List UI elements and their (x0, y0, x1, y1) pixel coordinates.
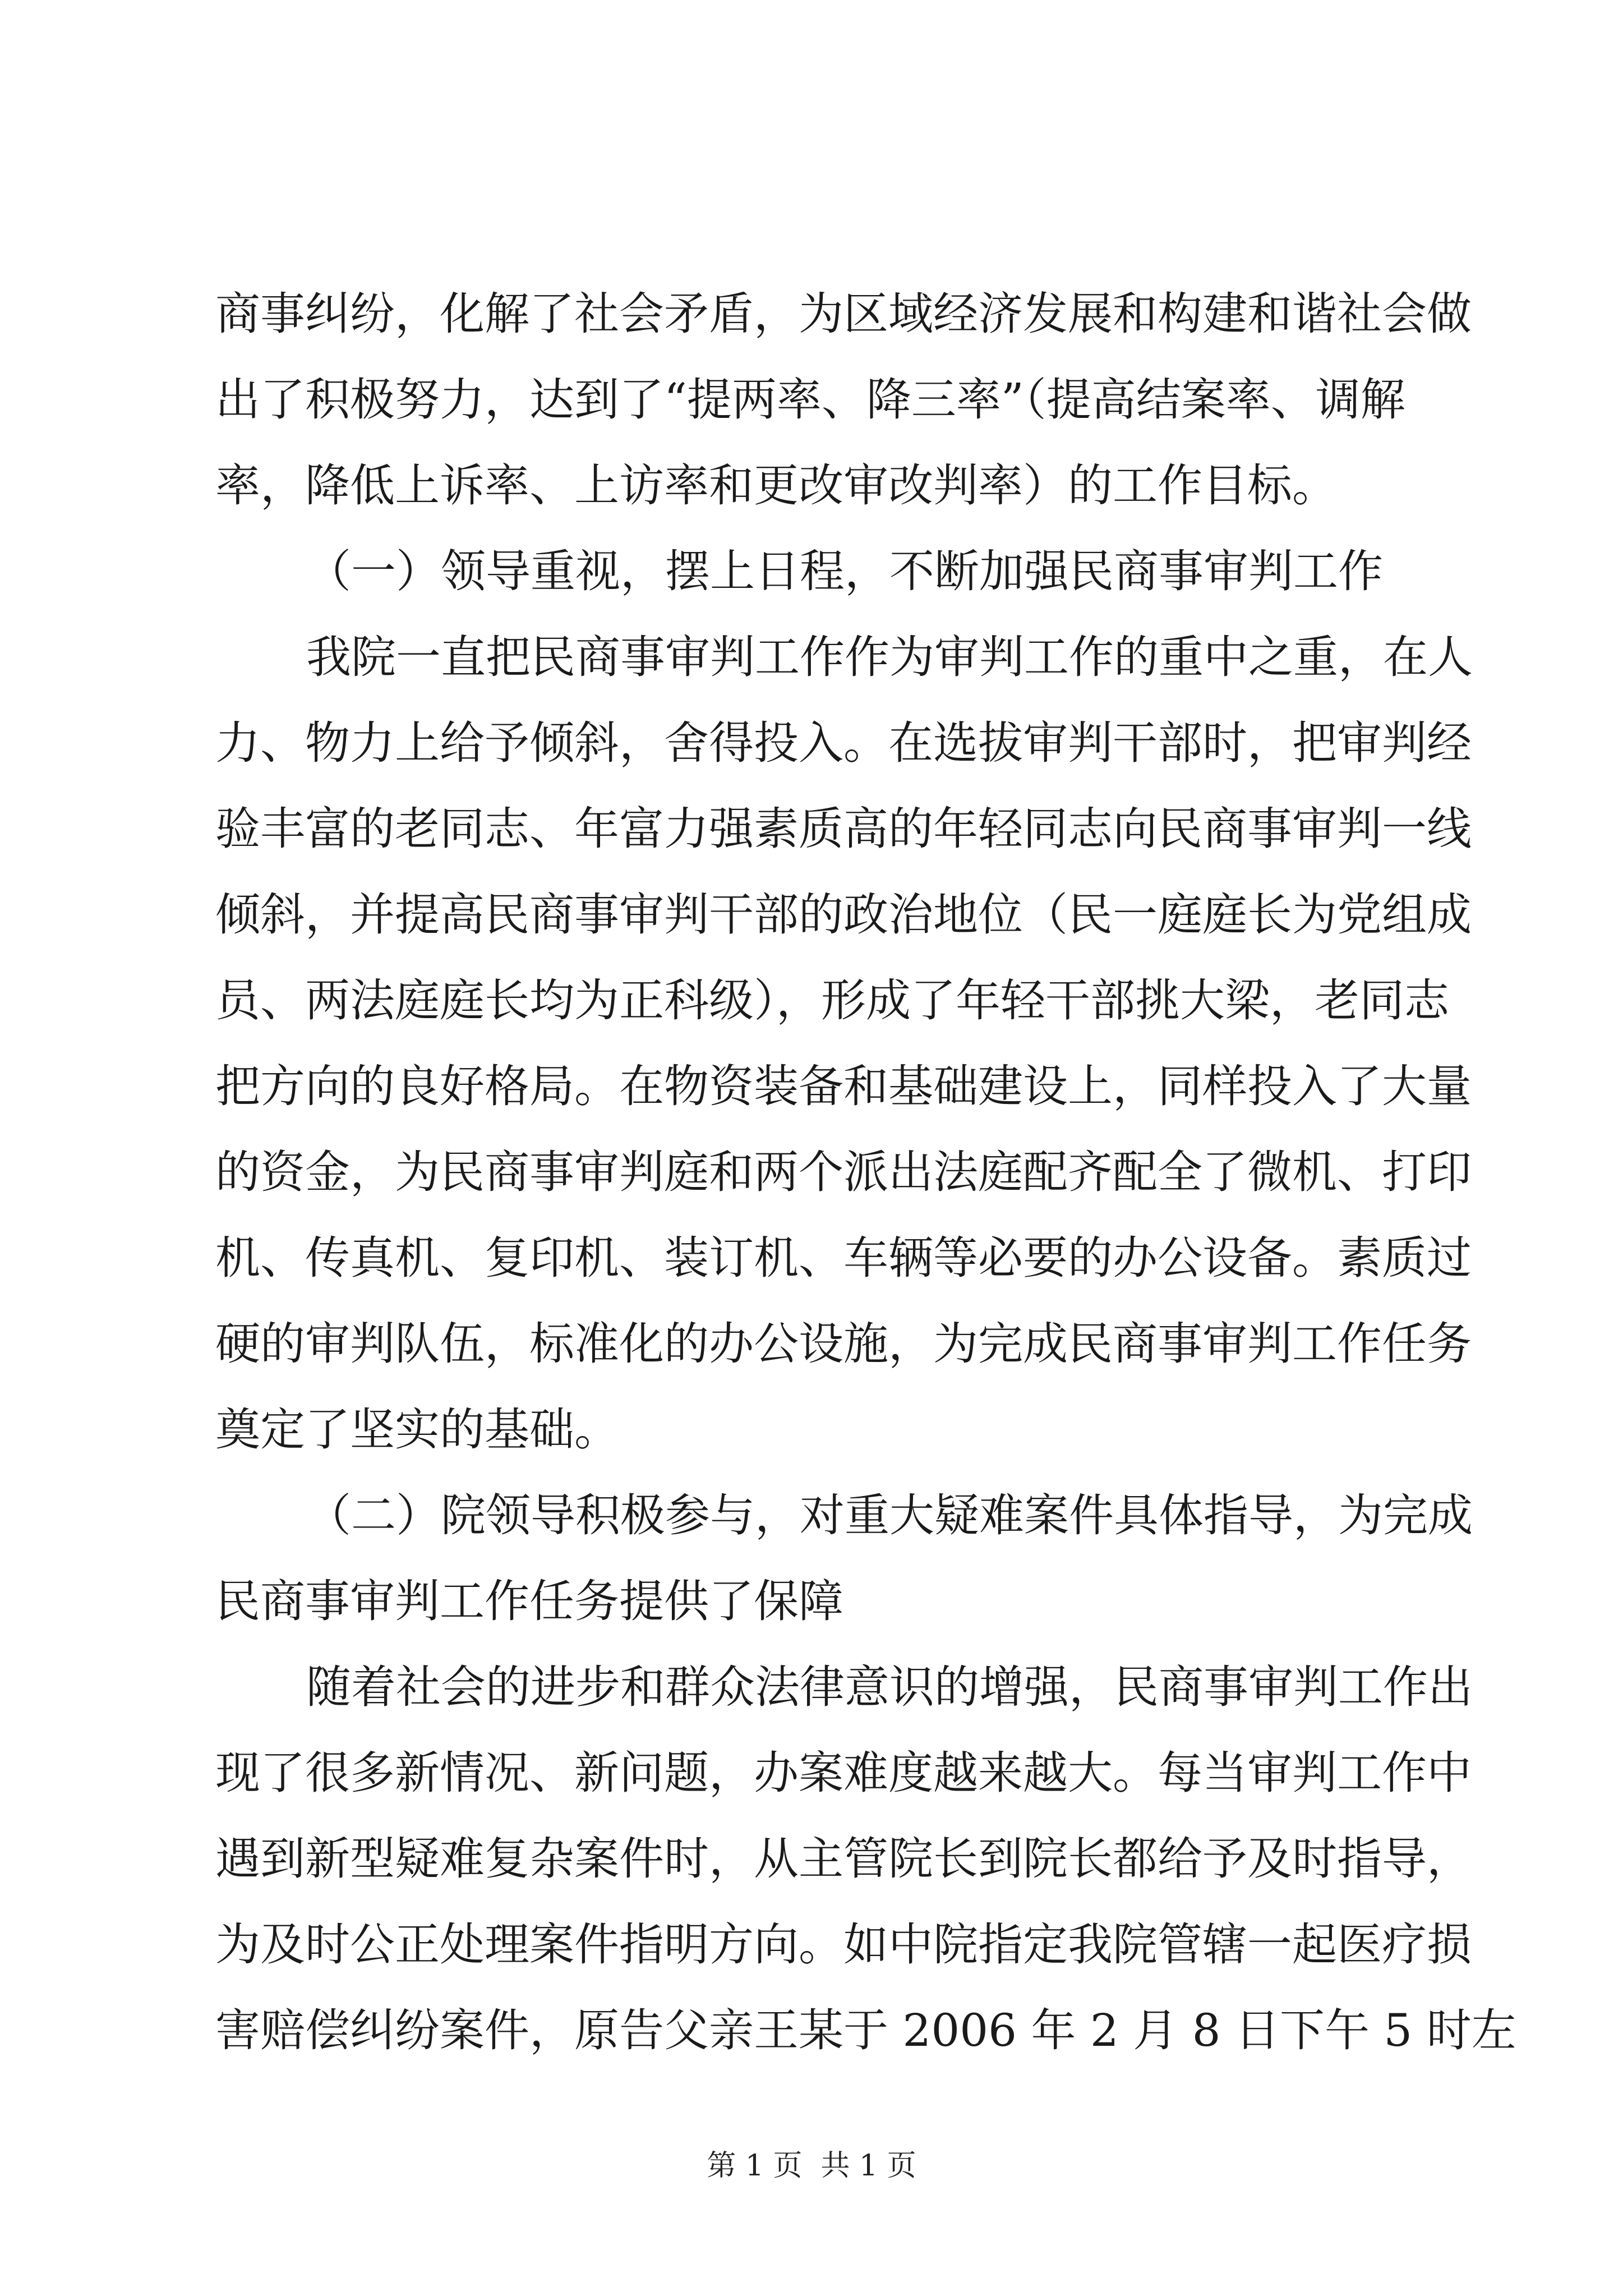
text-line: 随着社会的进步和群众法律意识的增强，民商事审判工作出 (306, 1661, 1473, 1713)
text-line: 力、物力上给予倾斜，舍得投入。在选拔审判干部时，把审判经 (215, 717, 1472, 769)
section-heading-2: （二）院领导积极参与，对重大疑难案件具体指导，为完成 (306, 1489, 1473, 1542)
text-line: 出了积极努力，达到了“提两率、降三率”（提高结案率、调解 (215, 374, 1405, 426)
text-line: 员、两法庭庭长均为正科级），形成了年轻干部挑大梁，老同志 (215, 974, 1449, 1027)
text-line: 现了很多新情况、新问题，办案难度越来越大。每当审判工作中 (215, 1747, 1472, 1799)
text-line: 商事纠纷，化解了社会矛盾，为区域经济发展和构建和谐社会做 (215, 288, 1472, 340)
text-line: 率，降低上诉率、上访率和更改审改判率）的工作目标。 (215, 459, 1337, 512)
text-line: 机、传真机、复印机、装订机、车辆等必要的办公设备。素质过 (215, 1232, 1472, 1284)
text-line: 我院一直把民商事审判工作作为审判工作的重中之重，在人 (306, 631, 1473, 683)
section-heading-2-continued: 民商事审判工作任务提供了保障 (215, 1575, 843, 1627)
text-line: 硬的审判队伍，标准化的办公设施，为完成民商事审判工作任务 (215, 1318, 1472, 1370)
text-line: 遇到新型疑难复杂案件时，从主管院长到院长都给予及时指导， (215, 1833, 1472, 1885)
text-line: 的资金，为民商事审判庭和两个派出法庭配齐配全了微机、打印 (215, 1146, 1472, 1198)
text-line: 倾斜，并提高民商事审判干部的政治地位（民一庭庭长为党组成 (215, 889, 1472, 941)
text-line: 把方向的良好格局。在物资装备和基础建设上，同样投入了大量 (215, 1060, 1472, 1112)
text-line: 为及时公正处理案件指明方向。如中院指定我院管辖一起医疗损 (215, 1918, 1472, 1971)
text-line: 害赔偿纠纷案件，原告父亲王某于 2006 年 2 月 8 日下午 5 时左 (215, 2004, 1516, 2056)
section-heading-1: （一）领导重视，摆上日程，不断加强民商事审判工作 (306, 545, 1383, 597)
text-line: 验丰富的老同志、年富力强素质高的年轻同志向民商事审判一线 (215, 803, 1472, 855)
text-line: 奠定了坚实的基础。 (215, 1404, 619, 1456)
page-footer: 第 1 页 共 1 页 (707, 2149, 916, 2183)
